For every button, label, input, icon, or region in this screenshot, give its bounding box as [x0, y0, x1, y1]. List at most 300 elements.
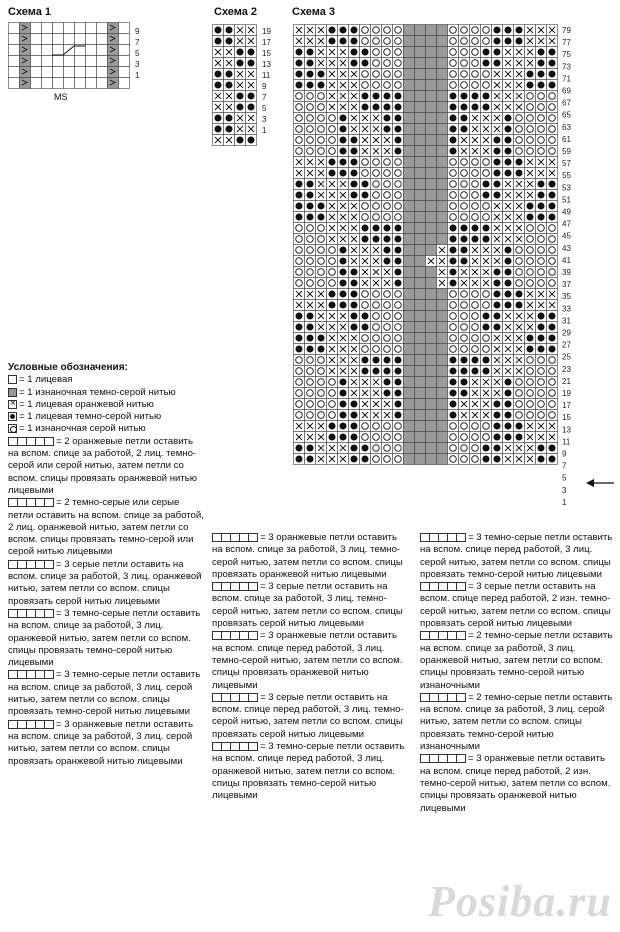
chart-cell [415, 454, 426, 465]
chart-cell [525, 135, 536, 146]
dot-stitch [350, 279, 357, 286]
chart-cell [426, 267, 437, 278]
row-number: 65 [562, 110, 571, 120]
chart-cell [305, 410, 316, 421]
chart-cell [437, 80, 448, 91]
chart-cell [547, 234, 558, 245]
chart-cell [448, 47, 459, 58]
chart-cell [459, 300, 470, 311]
chart-cell [459, 168, 470, 179]
chart-cell [426, 58, 437, 69]
dot-stitch [306, 48, 313, 55]
dot-stitch [471, 103, 478, 110]
dot-stitch [383, 367, 390, 374]
schema1-title: Схема 1 [8, 6, 52, 18]
row-number: 25 [562, 352, 571, 362]
dot-stitch [383, 257, 390, 264]
chart-cell [382, 289, 393, 300]
dot-stitch [482, 455, 489, 462]
row-number: 43 [562, 243, 571, 253]
chart-cell [459, 80, 470, 91]
row-number: 79 [562, 26, 571, 35]
chart-cell [31, 56, 42, 67]
chart-cell [459, 454, 470, 465]
chart-cell [426, 421, 437, 432]
chart-cell [382, 443, 393, 454]
chart-cell [415, 223, 426, 234]
dot-stitch [236, 136, 243, 143]
chart-cell [20, 45, 31, 56]
row-number: 5 [135, 49, 140, 58]
schema1-ms-label: MS [54, 92, 68, 102]
chart-cell [459, 157, 470, 168]
chart-cell [415, 410, 426, 421]
chart-cell [404, 333, 415, 344]
dot-stitch [317, 81, 324, 88]
chart-cell [415, 311, 426, 322]
chart-cell [86, 78, 97, 89]
chart-cell [371, 179, 382, 190]
chart-cell [470, 47, 481, 58]
dot-stitch [350, 180, 357, 187]
chart-cell [393, 47, 404, 58]
legend-purl-grey: = 1 изнаночная серой нитью [8, 423, 204, 435]
chart-cell [536, 399, 547, 410]
chart-cell [415, 344, 426, 355]
chart-cell [426, 212, 437, 223]
chart-cell [404, 300, 415, 311]
chart-cell [360, 421, 371, 432]
dot-stitch [449, 136, 456, 143]
chart-cell [437, 322, 448, 333]
chart-cell [448, 80, 459, 91]
chart-cell [316, 124, 327, 135]
dot-stitch [339, 169, 346, 176]
chart-cell [448, 157, 459, 168]
chart-cell [360, 432, 371, 443]
chart-cell [415, 399, 426, 410]
dot-stitch [460, 114, 467, 121]
row-number: 19 [262, 27, 271, 36]
chart-cell [316, 113, 327, 124]
chart-cell [415, 432, 426, 443]
chart-cell [42, 78, 53, 89]
dot-stitch [504, 400, 511, 407]
dot-stitch [339, 378, 346, 385]
dot-stitch [328, 290, 335, 297]
row-number: 3 [135, 60, 140, 69]
chart-cell [514, 410, 525, 421]
row-arrow-icon [586, 476, 616, 490]
dot-stitch [449, 103, 456, 110]
chart-cell [360, 333, 371, 344]
chart-cell [481, 432, 492, 443]
cable-symbol-icon [8, 498, 54, 507]
dot-stitch [471, 224, 478, 231]
chart-cell [20, 78, 31, 89]
chart-cell [415, 190, 426, 201]
legend-column-1 [8, 362, 204, 768]
dot-stitch [295, 59, 302, 66]
dot-stitch [350, 48, 357, 55]
chart-cell [536, 377, 547, 388]
dot-stitch [295, 444, 302, 451]
dot-stitch [361, 323, 368, 330]
legend-column-2 [212, 532, 408, 803]
chart-cell [316, 388, 327, 399]
chart-cell [525, 388, 536, 399]
chart-cell [97, 34, 108, 45]
chart-cell [294, 388, 305, 399]
dot-stitch [372, 92, 379, 99]
chart-cell [404, 267, 415, 278]
chart-cell [393, 179, 404, 190]
dot-stitch [493, 147, 500, 154]
row-number: 57 [562, 159, 571, 169]
dot-stitch [361, 224, 368, 231]
chart-cell [53, 56, 64, 67]
chart-cell [294, 234, 305, 245]
chart-cell [470, 25, 481, 36]
chart-cell [360, 80, 371, 91]
dot-stitch [350, 136, 357, 143]
chart-cell [426, 36, 437, 47]
chart-cell [415, 388, 426, 399]
dot-stitch [526, 202, 533, 209]
chart-cell [404, 388, 415, 399]
row-number: 35 [562, 292, 571, 302]
dot-stitch [236, 48, 243, 55]
dot-stitch [493, 180, 500, 187]
chart-cell [404, 377, 415, 388]
chart-cell [536, 146, 547, 157]
chart-cell [404, 201, 415, 212]
chart-cell [294, 256, 305, 267]
dot-stitch [306, 59, 313, 66]
row-number: 5 [262, 104, 267, 113]
dot-stitch [449, 411, 456, 418]
chart-cell [316, 146, 327, 157]
cable-symbol-icon [212, 582, 258, 591]
chart-cell [360, 212, 371, 223]
dot-stitch [504, 246, 511, 253]
chart-cell [470, 454, 481, 465]
legend-cable-13: = 3 серые петли оставить на вспом. спице перед работой, 2 изн. темно-серой нитью, затем петли со вспом. спицы провязать серой нитью лицевыми [420, 581, 611, 630]
dot-stitch [339, 257, 346, 264]
chart-cell [327, 135, 338, 146]
chart-cell [97, 78, 108, 89]
chart-cell [525, 245, 536, 256]
row-number: 51 [562, 195, 571, 205]
chart-cell [382, 421, 393, 432]
chart-cell [536, 366, 547, 377]
chart-cell [294, 146, 305, 157]
orange-knit-symbol-icon [8, 400, 17, 409]
dot-stitch [339, 422, 346, 429]
chart-cell [547, 355, 558, 366]
dot-stitch [394, 411, 401, 418]
chart-cell [31, 78, 42, 89]
legend-cable-1: = 2 оранжевые петли оставить на вспом. спице за работой, 2 лиц. темно-серой или серой нитью, затем петли со вспом. спицы провязать оранжевой нитью лицевыми [8, 435, 197, 496]
chart-cell [415, 245, 426, 256]
cable-symbol-icon [420, 533, 466, 542]
chart-cell [404, 58, 415, 69]
chart-cell [481, 344, 492, 355]
chart-cell [371, 421, 382, 432]
dot-stitch [361, 356, 368, 363]
dot-stitch [394, 224, 401, 231]
chart-cell [294, 91, 305, 102]
chart-cell [371, 432, 382, 443]
dot-stitch [449, 367, 456, 374]
dot-stitch [515, 169, 522, 176]
chart-cell [9, 78, 20, 89]
row-number: 13 [562, 425, 571, 435]
chart-cell [382, 69, 393, 80]
chart-cell [404, 399, 415, 410]
chart-cell [371, 443, 382, 454]
chart-cell [393, 212, 404, 223]
chart-cell [316, 223, 327, 234]
chart-cell [393, 432, 404, 443]
dot-stitch [339, 125, 346, 132]
dot-stitch [350, 323, 357, 330]
dot-stitch [361, 312, 368, 319]
chart-cell [119, 34, 130, 45]
row-number: 39 [562, 268, 571, 277]
chart-cell [404, 245, 415, 256]
chart-cell [514, 256, 525, 267]
chart-cell [426, 355, 437, 366]
chart-cell [536, 278, 547, 289]
chart-cell [294, 124, 305, 135]
dot-stitch [460, 367, 467, 374]
chart-cell [437, 355, 448, 366]
chart-cell [327, 388, 338, 399]
chart-cell [470, 432, 481, 443]
chart-cell [327, 113, 338, 124]
chart-cell [119, 56, 130, 67]
chart-cell [305, 91, 316, 102]
dot-stitch [449, 279, 456, 286]
dot-stitch [460, 125, 467, 132]
dot-stitch [493, 455, 500, 462]
legend-cable-8: = 3 серые петли оставить на вспом. спице за работой, 3 лиц. темно-серой нитью, затем петли со вспом. спицы провязать серой нитью лицевыми [212, 581, 403, 630]
chart-cell [536, 135, 547, 146]
chart-cell [305, 399, 316, 410]
row-number: 7 [262, 93, 267, 102]
chart-cell [426, 190, 437, 201]
chart-cell [470, 201, 481, 212]
chart-cell [305, 377, 316, 388]
chart-cell [305, 146, 316, 157]
dot-stitch [449, 114, 456, 121]
chart-cell [547, 102, 558, 113]
dot-stitch [339, 246, 346, 253]
chart-cell [536, 102, 547, 113]
dot-stitch [295, 323, 302, 330]
dot-stitch [350, 444, 357, 451]
chart-cell [426, 80, 437, 91]
chart-cell [371, 168, 382, 179]
dot-stitch [548, 180, 555, 187]
dot-stitch [350, 147, 357, 154]
chart-cell [415, 113, 426, 124]
chart-cell [327, 146, 338, 157]
dot-stitch [214, 70, 221, 77]
chart-cell [371, 212, 382, 223]
dot-stitch [306, 323, 313, 330]
chart-cell [426, 135, 437, 146]
dot-stitch [306, 81, 313, 88]
row-number: 27 [562, 340, 571, 350]
dot-stitch [339, 400, 346, 407]
chart-cell [459, 289, 470, 300]
dot-stitch [493, 422, 500, 429]
chart-cell [536, 223, 547, 234]
dot-stitch [537, 323, 544, 330]
dot-stitch [548, 213, 555, 220]
chart-cell [437, 168, 448, 179]
chart-cell [20, 23, 31, 34]
chart-cell [437, 179, 448, 190]
chart-cell [547, 124, 558, 135]
legend-knit-orange: ×= 1 лицевая оранжевой нитью [8, 399, 204, 411]
chart-cell [437, 234, 448, 245]
cable-symbol-icon [8, 670, 54, 679]
chart-cell [525, 377, 536, 388]
chart-cell [415, 443, 426, 454]
dot-stitch [548, 81, 555, 88]
dot-stitch [214, 125, 221, 132]
dot-stitch [482, 48, 489, 55]
chart-cell [536, 355, 547, 366]
dot-stitch [339, 268, 346, 275]
chart-cell [393, 25, 404, 36]
chart-cell [371, 47, 382, 58]
chart-cell [448, 300, 459, 311]
dot-stitch [383, 378, 390, 385]
dot-stitch [328, 26, 335, 33]
dot-stitch [504, 169, 511, 176]
chart-cell [305, 366, 316, 377]
dot-stitch [295, 70, 302, 77]
chart-cell [426, 179, 437, 190]
chart-cell [415, 421, 426, 432]
dot-stitch [493, 158, 500, 165]
chart-cell [547, 278, 558, 289]
dot-stitch [225, 125, 232, 132]
dot-stitch [482, 191, 489, 198]
dot-stitch [504, 136, 511, 143]
row-number: 11 [562, 437, 571, 447]
chart-cell [404, 443, 415, 454]
schema1-chart [8, 22, 158, 110]
row-number: 9 [135, 27, 140, 36]
chart-cell [547, 135, 558, 146]
chart-cell [470, 344, 481, 355]
chart-cell [393, 168, 404, 179]
chart-cell [53, 67, 64, 78]
chart-cell [371, 344, 382, 355]
dot-stitch [504, 158, 511, 165]
chart-cell [437, 113, 448, 124]
dot-stitch [515, 37, 522, 44]
chart-cell [415, 267, 426, 278]
cable-symbol-icon [8, 560, 54, 569]
dot-stitch [214, 81, 221, 88]
chart-cell [525, 410, 536, 421]
chart-cell [459, 179, 470, 190]
dot-stitch [515, 158, 522, 165]
chart-cell [371, 36, 382, 47]
dot-stitch [537, 48, 544, 55]
dot-stitch [317, 213, 324, 220]
chart-cell [437, 366, 448, 377]
chart-cell [415, 179, 426, 190]
chart-cell [305, 113, 316, 124]
dot-stitch [383, 114, 390, 121]
chart-cell [448, 432, 459, 443]
chart-cell [393, 344, 404, 355]
chart-cell [426, 311, 437, 322]
dot-stitch [504, 433, 511, 440]
cable-symbol-icon [212, 631, 258, 640]
chart-cell [415, 168, 426, 179]
row-number: 61 [562, 134, 571, 144]
row-number: 33 [562, 304, 571, 314]
chart-cell [459, 322, 470, 333]
dot-stitch [236, 103, 243, 110]
dot-stitch [493, 59, 500, 66]
dot-stitch [339, 290, 346, 297]
chart-cell [525, 355, 536, 366]
chart-cell [382, 190, 393, 201]
chart-cell [459, 443, 470, 454]
chart-cell [294, 366, 305, 377]
chart-cell [415, 333, 426, 344]
dot-stitch [460, 356, 467, 363]
legend-title: Условные обозначения: [8, 362, 128, 373]
dot-stitch [350, 158, 357, 165]
dot-stitch [493, 411, 500, 418]
dot-stitch [295, 213, 302, 220]
dot-stitch [526, 334, 533, 341]
dot-stitch [350, 290, 357, 297]
dot-stitch [537, 81, 544, 88]
chart-cell [393, 300, 404, 311]
chart-cell [470, 212, 481, 223]
dot-stitch [493, 323, 500, 330]
chart-cell [415, 377, 426, 388]
chart-cell [415, 278, 426, 289]
chart-cell [371, 190, 382, 201]
chart-cell [470, 421, 481, 432]
chart-cell [294, 399, 305, 410]
chart-cell [470, 157, 481, 168]
chart-cell [75, 78, 86, 89]
chart-cell [393, 421, 404, 432]
chart-cell [426, 91, 437, 102]
dot-stitch [339, 37, 346, 44]
dot-stitch [493, 400, 500, 407]
chart-cell [42, 67, 53, 78]
chart-cell [382, 25, 393, 36]
chart-cell [448, 69, 459, 80]
chart-cell [415, 289, 426, 300]
dot-stitch [449, 246, 456, 253]
row-number: 1 [562, 497, 567, 507]
